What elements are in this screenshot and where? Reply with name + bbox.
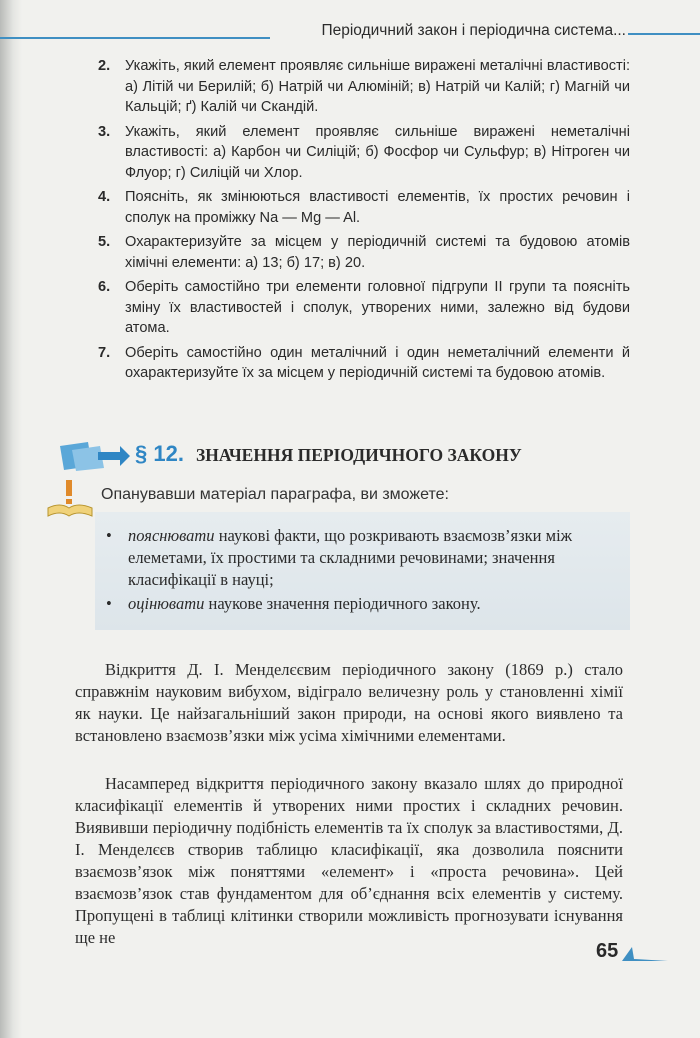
question-number: 6. (98, 279, 111, 295)
section-title: ЗНАЧЕННЯ ПЕРІОДИЧНОГО ЗАКОНУ (196, 445, 522, 465)
bullet: • (106, 594, 112, 613)
question-text: Оберіть самостійно один металічний і один неметалічний елементи й охарактеризуйте їх за місцем у періодичній системі та будовою атомів. (125, 344, 630, 381)
question-text: Охарактеризуйте за місцем у періодичній системі та будовою атомів хімічні елементи: а) 13; б) 17; в) 20. (125, 234, 630, 271)
question-item (95, 232, 630, 273)
section-arrow-icon (58, 440, 130, 472)
objectives-list (106, 525, 621, 617)
question-number: 3. (98, 123, 111, 140)
question-number: 5. (98, 234, 111, 250)
question-list (95, 56, 630, 388)
body-paragraph: Відкриття Д. І. Менделєєвим періодичного закону (1869 р.) стало справжнім науковим вибухом, відіграло величезну роль у становленні хімії як науки. Це найзагальніший закон природи, на основі якого виявлено та встановлено взаємозв’язки між усіма хімічними елементами. (75, 659, 623, 745)
question-number: 4. (98, 189, 111, 205)
objective-item (106, 525, 621, 591)
objective-verb: пояснювати (128, 526, 215, 545)
question-text: Укажіть, який елемент проявляє сильніше виражені неметалічні властивості: а) Карбон чи Силіцій; б) Фосфор чи Сульфур; в) Нітроген чи Флуор; г) Силіцій чи Хлор. (125, 123, 630, 181)
question-text: Укажіть, який елемент проявляє сильніше виражені металічні властивості: а) Літій чи Берилій; б) Натрій чи Алюміній; в) Натрій чи Калій; г) Магній чи Кальцій; ґ) Калій чи Скандій. (125, 58, 630, 115)
page-corner-mark (622, 945, 668, 963)
question-item (95, 343, 630, 384)
objective-text: наукове значення періодичного закону. (204, 594, 481, 613)
section-intro: Опанувавши матеріал параграфа, ви зможете: (101, 486, 449, 503)
objective-item (106, 593, 621, 615)
question-number: 7. (98, 344, 111, 361)
page-edge-shadow (0, 0, 22, 1038)
body-paragraph: Насамперед відкриття періодичного закону вказало шлях до природної класифікації елементів й утворених ними простих і складних речовин. Виявивши періодичну подібність елементів та їх сполук за властивостями, Д. І. Менделєєв створив таблицю класифікації, яка дозволила пояснити взаємозв’язок між поняттями «елемент» і «проста речовина». Цей взаємозв’язок став фундаментом для об’єднання всіх елементів у систему. Пропущені в таблиці клітинки створили можливість прогнозувати існування ще не (75, 773, 623, 947)
header-rule-right (628, 33, 700, 35)
question-item (95, 122, 630, 184)
question-text: Поясніть, як змінюються властивості елементів, їх простих речовин і сполук на проміжку Na — Mg — Al. (125, 189, 630, 226)
question-text: Оберіть самостійно три елементи головної підгрупи II групи та поясніть зміну їх властивостей і сполук, утворених ними, залежно від будови атома. (125, 279, 630, 336)
header-rule-left (0, 37, 270, 39)
objective-text: наукові факти, що розкривають взаємозв’язки між елеметами, їх простими та складними речовинами; значення класифікації в науці; (128, 526, 573, 589)
exclamation-book-icon (46, 478, 94, 518)
bullet: • (106, 526, 112, 545)
question-number: 2. (98, 58, 111, 74)
page-number: 65 (596, 940, 619, 962)
objective-verb: оцінювати (128, 594, 205, 613)
section-number: § 12. (135, 441, 184, 466)
question-item (95, 187, 630, 228)
question-item (95, 277, 630, 339)
running-title: Періодичний закон і періодична система... (321, 22, 626, 39)
question-item (95, 56, 630, 118)
